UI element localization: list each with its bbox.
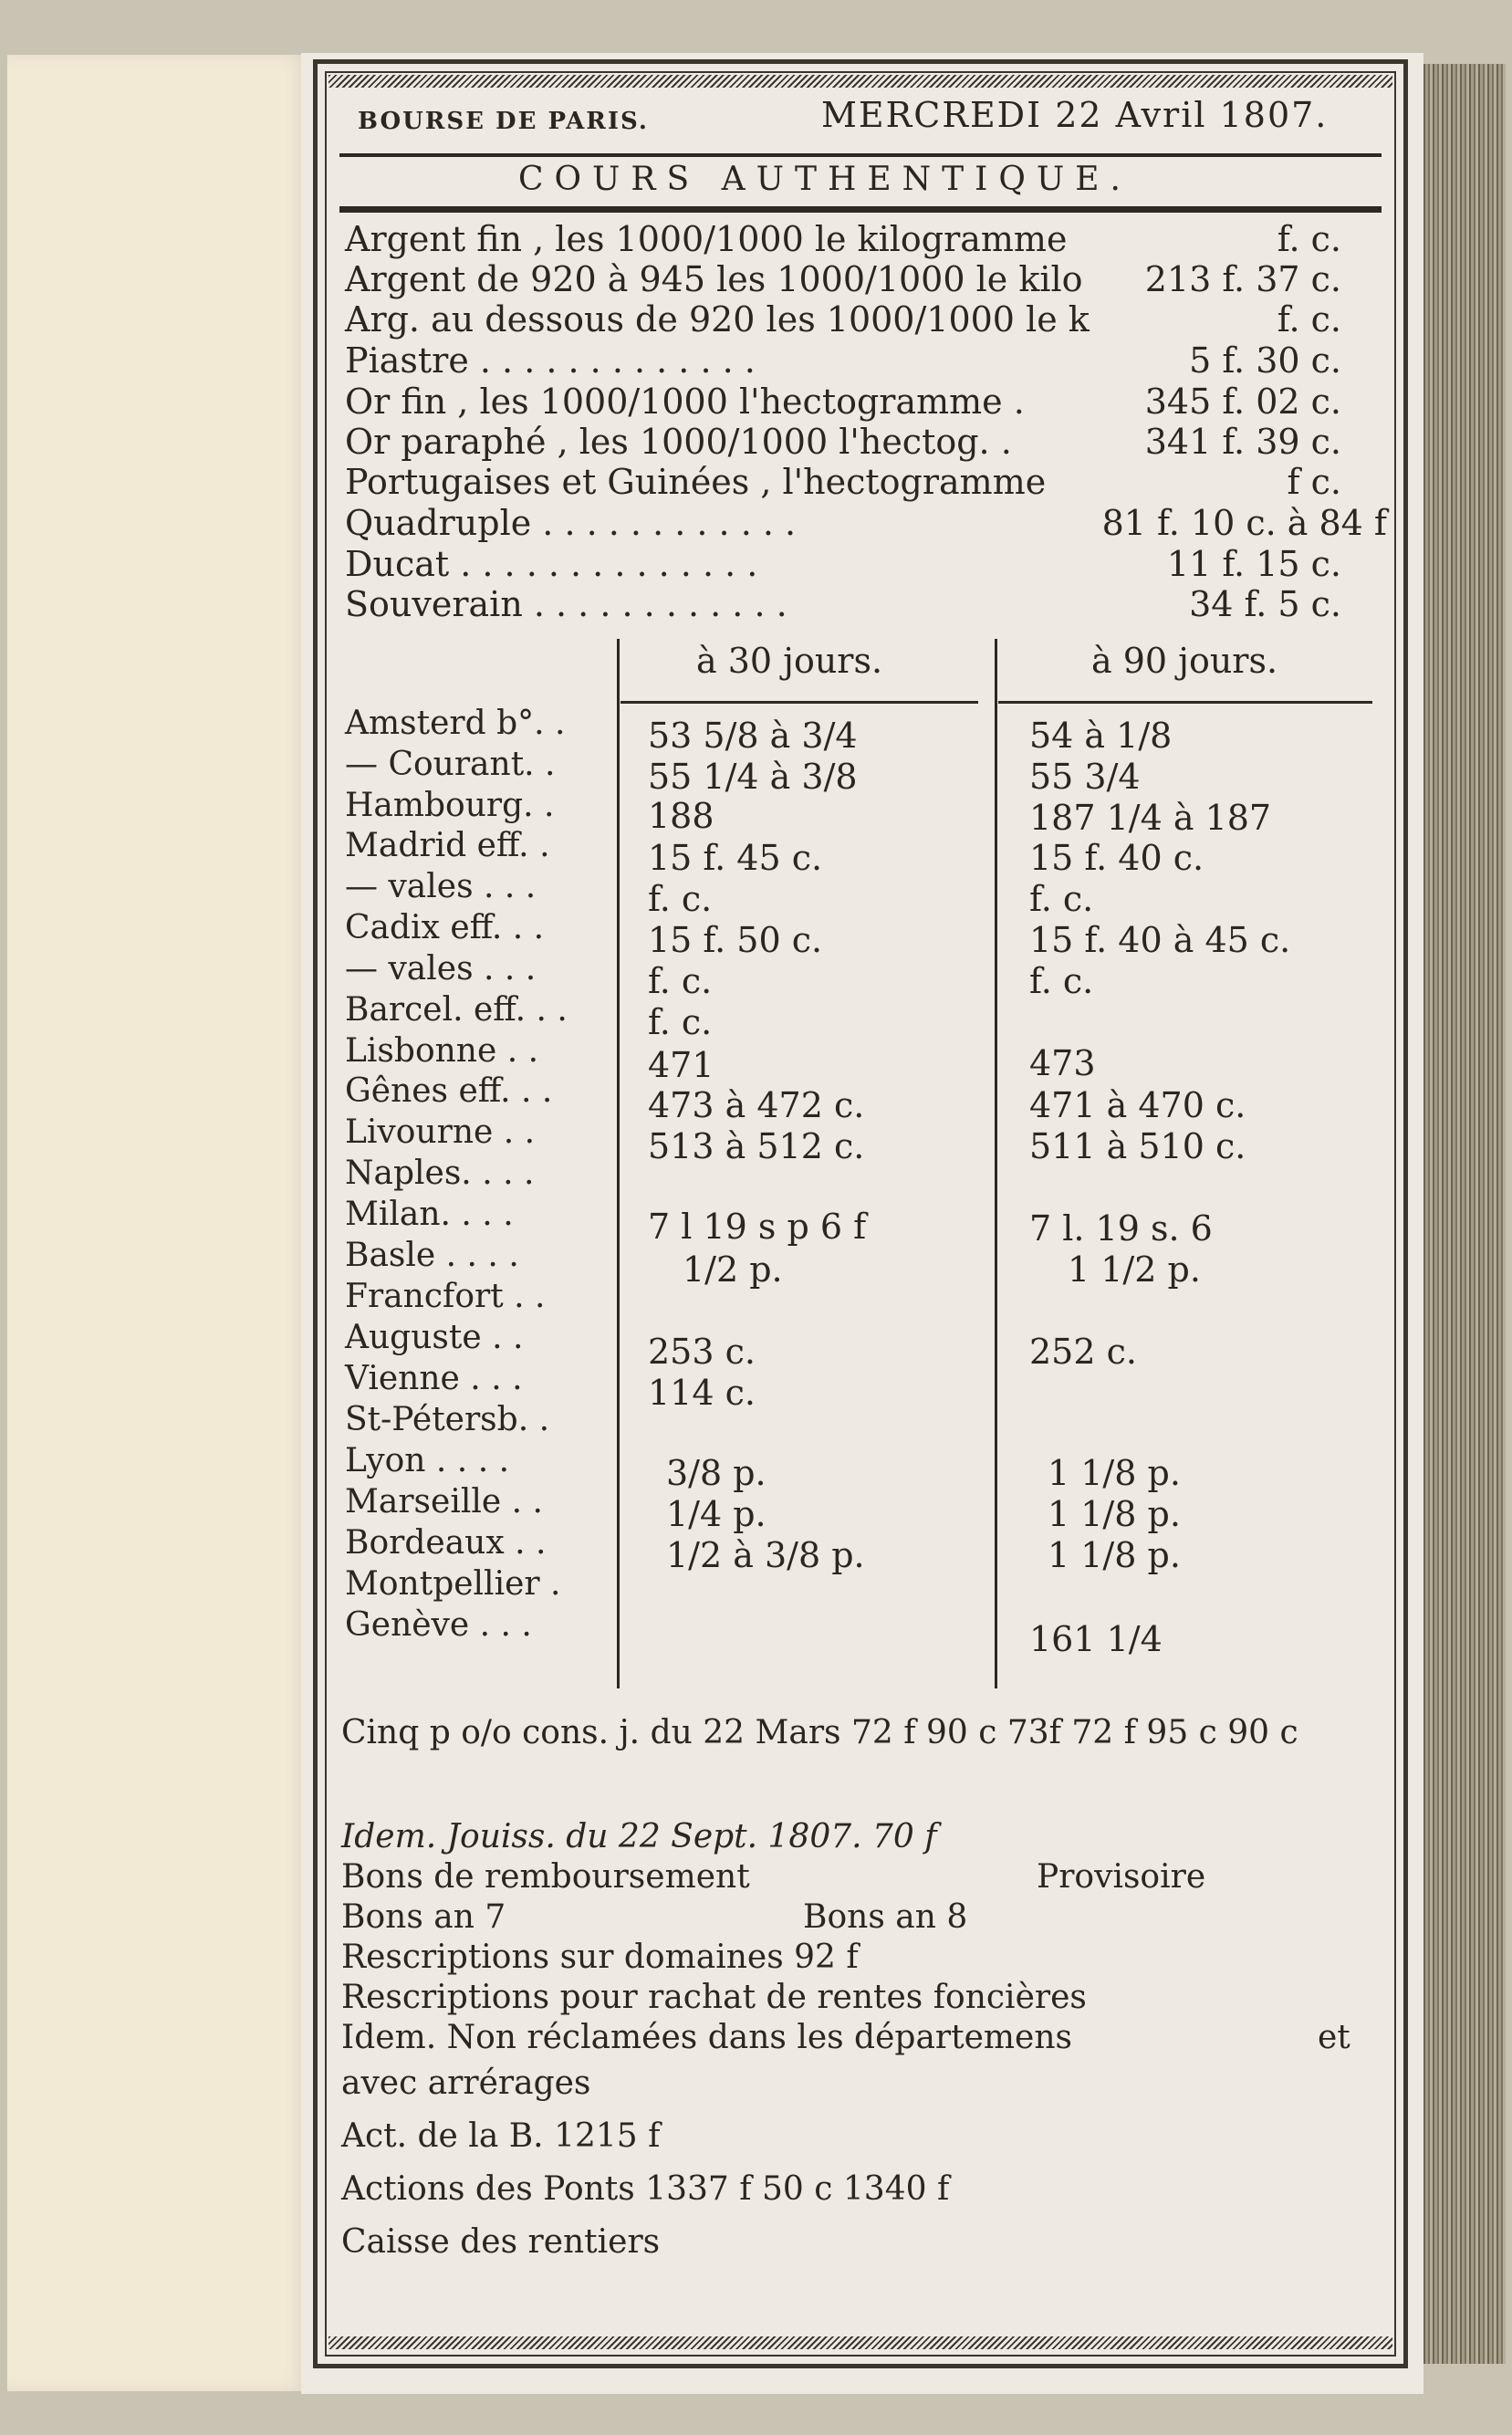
bons-an-8: Bons an 8: [803, 1898, 968, 1936]
date-heading: MERCREDI 22 Avril 1807.: [821, 95, 1329, 135]
top-hatched-border: [328, 75, 1392, 88]
col30-header-rule: [620, 701, 978, 704]
column-divider-left: [617, 639, 620, 1688]
table-cell-90: 15 f. 40 à 45 c.: [1029, 920, 1291, 960]
table-cell-30: f. c.: [648, 879, 713, 919]
table-row-city: Vienne . . .: [345, 1360, 523, 1397]
list-item-price: 11 f. 15 c.: [1166, 544, 1341, 584]
table-row-city: Gênes eff. . .: [345, 1072, 553, 1110]
table-cell-30: 253 c.: [648, 1332, 756, 1372]
table-cell-30: 55 1/4 à 3/8: [648, 757, 858, 797]
table-cell-90: 187 1/4 à 187: [1029, 798, 1272, 838]
table-row-city: Madrid eff. .: [345, 827, 550, 864]
list-item: Arg. au dessous de 920 les 1000/1000 le k: [345, 299, 1090, 340]
table-row-city: Lyon . . . .: [345, 1442, 510, 1479]
list-item-price: 5 f. 30 c.: [1189, 340, 1341, 381]
table-cell-90: 473: [1029, 1043, 1096, 1083]
table-cell-30: 7 l 19 s p 6 f: [648, 1207, 867, 1247]
page-title: COURS AUTHENTIQUE.: [518, 161, 1131, 198]
list-item: Or fin , les 1000/1000 l'hectogramme .: [345, 381, 1025, 422]
table-cell-30: f. c.: [648, 961, 713, 1001]
list-item: Souverain . . . . . . . . . . . .: [345, 584, 787, 624]
rescriptions-rachat: Rescriptions pour rachat de rentes foncières: [341, 1979, 1087, 2016]
table-cell-30: 53 5/8 à 3/4: [648, 716, 858, 756]
caisse-rentiers: Caisse des rentiers: [341, 2223, 661, 2261]
table-cell-90: f. c.: [1029, 879, 1094, 919]
col90-header-rule: [998, 701, 1372, 704]
table-cell-90: 1 1/2 p.: [1068, 1249, 1201, 1290]
list-item: Portugaises et Guinées , l'hectogramme: [345, 462, 1047, 502]
table-cell-90: 1 1/8 p.: [1048, 1494, 1181, 1534]
list-item-price: 81 f. 10 c. à 84 f: [1101, 503, 1387, 543]
table-row-city: — vales . . .: [345, 950, 537, 988]
col30-header: à 30 jours.: [696, 641, 883, 681]
table-row-city: Hambourg. .: [345, 787, 555, 824]
table-cell-90: 1 1/8 p.: [1048, 1535, 1181, 1575]
provisoire-label: Provisoire: [1037, 1858, 1206, 1896]
table-row-city: Francfort . .: [345, 1278, 546, 1315]
table-cell-30: 1/2 p.: [683, 1249, 783, 1290]
list-item: Or paraphé , les 1000/1000 l'hectog. .: [345, 422, 1012, 462]
table-cell-90: 511 à 510 c.: [1029, 1126, 1246, 1166]
bons-remboursement: Bons de remboursement: [341, 1858, 750, 1896]
table-row-city: Amsterd b°. .: [345, 705, 566, 742]
table-row-city: Naples. . . .: [345, 1155, 535, 1192]
table-row-city: Basle . . . .: [345, 1237, 519, 1274]
list-item-price: 345 f. 02 c.: [1144, 381, 1341, 422]
list-item-price: f. c.: [1277, 299, 1341, 340]
table-row-city: Montpellier .: [345, 1565, 561, 1603]
column-divider-right: [995, 639, 997, 1688]
table-cell-30: 473 à 472 c.: [648, 1085, 865, 1125]
col90-header: à 90 jours.: [1091, 641, 1278, 681]
list-item-price: f. c.: [1277, 219, 1341, 259]
idem-jouissance: Idem. Jouiss. du 22 Sept. 1807. 70 f: [341, 1818, 937, 1855]
table-cell-90: f. c.: [1029, 961, 1094, 1001]
table-cell-30: 114 c.: [648, 1373, 756, 1413]
table-row-city: Auguste . .: [345, 1319, 524, 1356]
actions-banque: Act. de la B. 1215 f: [341, 2117, 661, 2155]
table-row-city: Bordeaux . .: [345, 1524, 547, 1562]
list-item: Argent fin , les 1000/1000 le kilogramme: [345, 219, 1068, 259]
rescriptions-domaines: Rescriptions sur domaines 92 f: [341, 1939, 859, 1976]
list-item-price: 213 f. 37 c.: [1144, 259, 1341, 299]
avec-arrerages: avec arrérages: [341, 2064, 591, 2102]
table-cell-30: 188: [648, 796, 714, 836]
idem-non-reclamees: Idem. Non réclamées dans les départemens: [341, 2019, 1072, 2056]
table-row-city: — Courant. .: [345, 746, 556, 783]
table-cell-30: 15 f. 50 c.: [648, 920, 823, 960]
table-cell-90: 7 l. 19 s. 6: [1029, 1208, 1213, 1249]
table-row-city: Cadix eff. . .: [345, 909, 545, 946]
table-cell-30: 513 à 512 c.: [648, 1126, 865, 1166]
table-cell-90: 1 1/8 p.: [1048, 1453, 1181, 1493]
table-cell-90: 15 f. 40 c.: [1029, 838, 1204, 878]
table-cell-90: 55 3/4: [1029, 757, 1141, 797]
table-cell-30: 15 f. 45 c.: [648, 838, 823, 878]
cinq-pour-cent: Cinq p o/o cons. j. du 22 Mars 72 f 90 c 73f 72 f 95 c 90 c: [341, 1714, 1298, 1751]
bons-an-7: Bons an 7: [341, 1898, 506, 1936]
table-cell-30: 471: [648, 1045, 714, 1085]
table-cell-90: 471 à 470 c.: [1029, 1085, 1246, 1125]
table-row-city: Barcel. eff. . .: [345, 991, 568, 1029]
list-item: Piastre . . . . . . . . . . . . .: [345, 340, 756, 381]
table-cell-90: 252 c.: [1029, 1332, 1137, 1372]
table-cell-90: 54 à 1/8: [1029, 716, 1173, 756]
bourse-heading: BOURSE DE PARIS.: [358, 108, 649, 135]
actions-ponts: Actions des Ponts 1337 f 50 c 1340 f: [341, 2170, 950, 2208]
book-edge: [1423, 64, 1506, 2364]
table-row-city: St-Pétersb. .: [345, 1401, 550, 1438]
list-item-price: f c.: [1287, 462, 1341, 502]
table-row-city: — vales . . .: [345, 868, 537, 905]
table-row-city: Lisbonne . .: [345, 1032, 539, 1070]
list-item: Quadruple . . . . . . . . . . . .: [345, 503, 797, 543]
left-page: [7, 55, 308, 2391]
bottom-hatched-border: [328, 2336, 1392, 2349]
table-cell-30: 1/4 p.: [666, 1494, 766, 1534]
table-row-city: Genève . . .: [345, 1606, 532, 1644]
header-rule: [339, 153, 1382, 157]
list-item: Ducat . . . . . . . . . . . . . .: [345, 544, 758, 584]
list-item-price: 34 f. 5 c.: [1189, 584, 1341, 624]
et-label: et: [1318, 2019, 1350, 2056]
title-rule: [339, 206, 1382, 213]
table-cell-30: 3/8 p.: [666, 1453, 766, 1493]
table-cell-30: f. c.: [648, 1002, 713, 1042]
table-row-city: Livourne . .: [345, 1113, 536, 1151]
list-item-price: 341 f. 39 c.: [1144, 422, 1341, 462]
table-row-city: Milan. . . .: [345, 1196, 514, 1233]
table-row-city: Marseille . .: [345, 1483, 543, 1521]
list-item: Argent de 920 à 945 les 1000/1000 le kilo: [345, 259, 1083, 299]
table-cell-30: 1/2 à 3/8 p.: [666, 1535, 865, 1575]
table-cell-90: 161 1/4: [1029, 1619, 1163, 1659]
